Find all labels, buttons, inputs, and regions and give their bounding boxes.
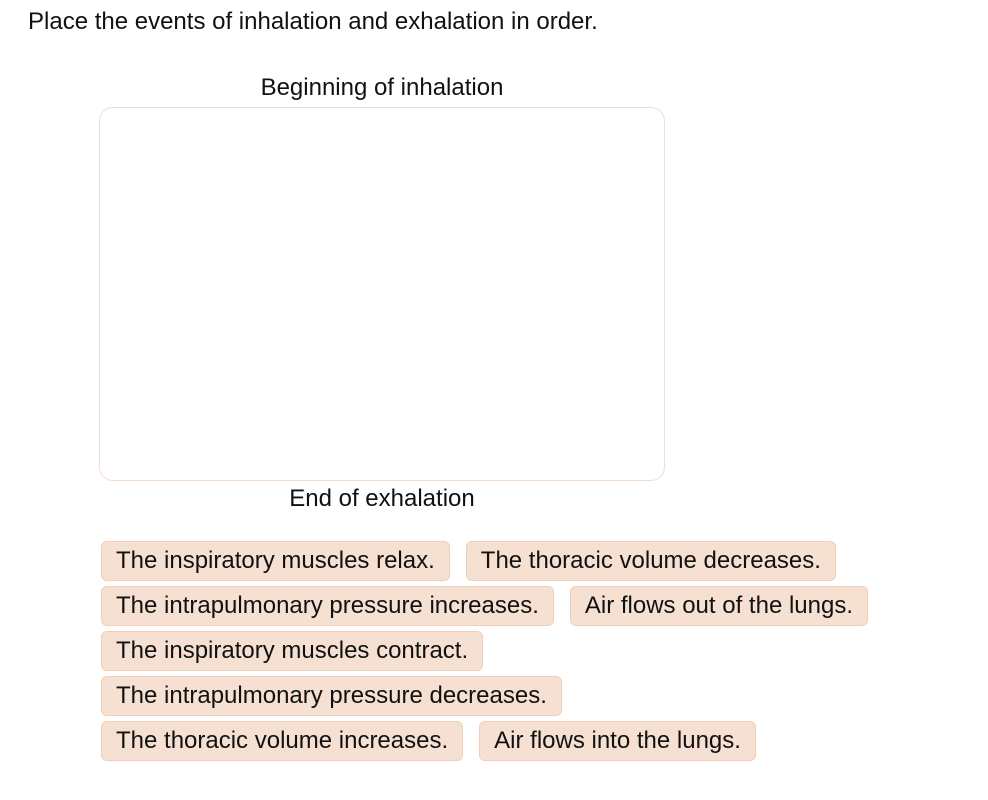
chip-row <box>101 541 836 581</box>
draggable-chip[interactable]: The intrapulmonary pressure decreases. <box>101 676 562 716</box>
drop-zone[interactable] <box>99 107 665 481</box>
draggable-chip[interactable]: Air flows into the lungs. <box>479 721 756 761</box>
draggable-chip[interactable]: The inspiratory muscles contract. <box>101 631 483 671</box>
top-label: Beginning of inhalation <box>260 74 504 101</box>
question-text: Place the events of inhalation and exhalation in order. <box>28 8 598 35</box>
chip-row <box>101 631 483 671</box>
bottom-label: End of exhalation <box>289 485 475 512</box>
draggable-chip[interactable]: The thoracic volume increases. <box>101 721 463 761</box>
chip-row <box>101 676 562 716</box>
chip-row <box>101 721 756 761</box>
draggable-chip[interactable]: The inspiratory muscles relax. <box>101 541 450 581</box>
draggable-chip[interactable]: Air flows out of the lungs. <box>570 586 868 626</box>
draggable-chip[interactable]: The thoracic volume decreases. <box>466 541 836 581</box>
draggable-chip[interactable]: The intrapulmonary pressure increases. <box>101 586 554 626</box>
chip-row <box>101 586 868 626</box>
